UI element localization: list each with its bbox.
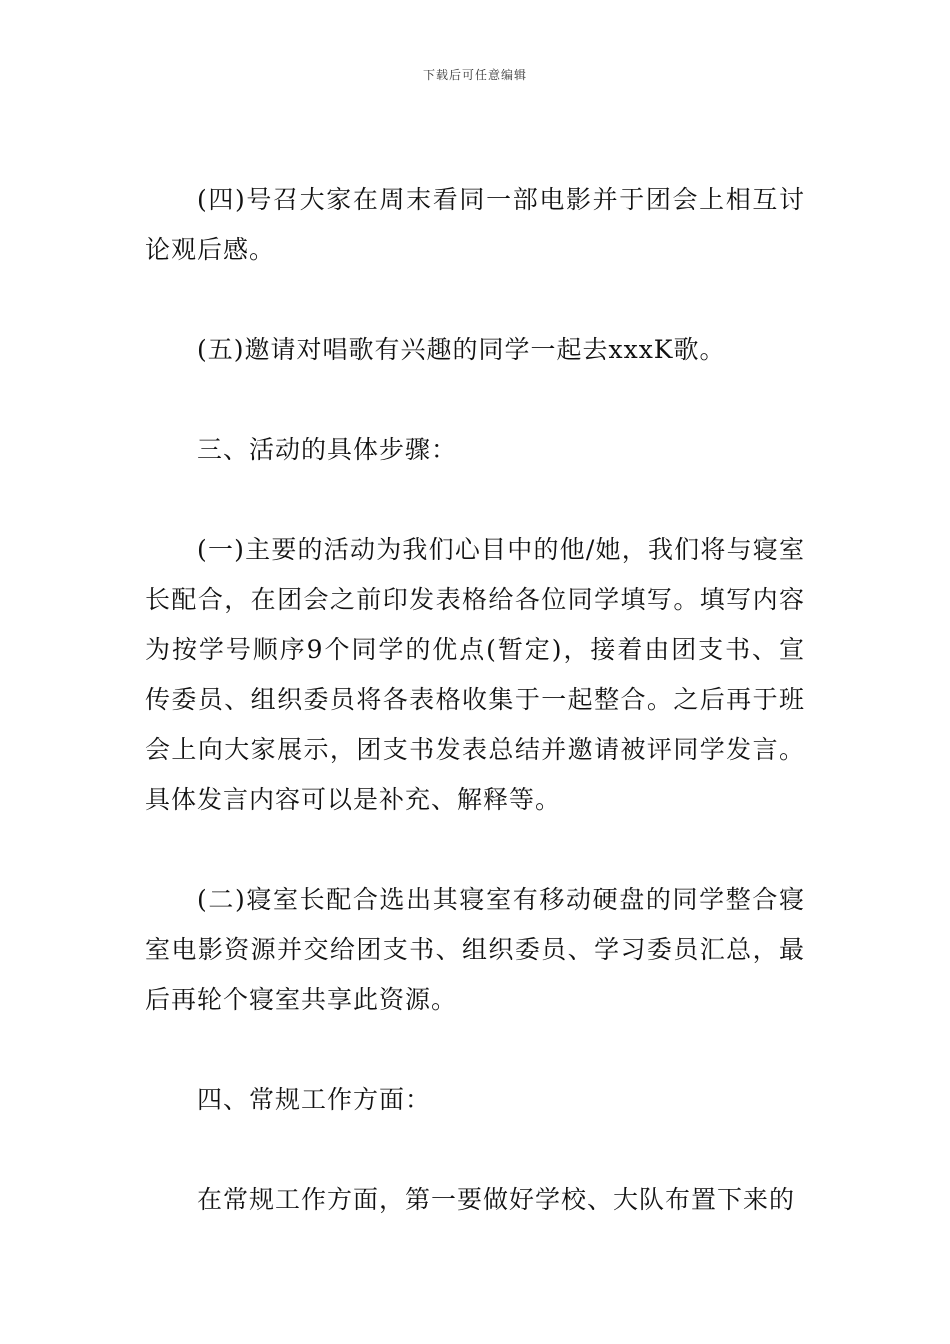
page-header: 下载后可任意编辑 — [422, 68, 527, 82]
document-body — [145, 175, 805, 1225]
paragraph-item-4-discussion: (四)号召大家在周末看同一部电影并于团会上相互讨论观后感。 — [145, 185, 805, 264]
paragraph-item-5-karaoke: (五)邀请对唱歌有兴趣的同学一起去xxxK歌。 — [197, 335, 726, 364]
section-heading-routine-work: 四、常规工作方面： — [197, 1085, 432, 1114]
paragraph-step-1: (一)主要的活动为我们心目中的他/她，我们将与寝室长配合，在团会之前印发表格给各位同学填写。填写内容为按学号顺序9个同学的优点(暂定)，接着由团支书、宣传委员、组织委员将各表格收集于一起整合。之后再于班会上向大家展示，团支书发表总结并邀请被评同学发言。具体发言内容可以是补充、解释等。 — [145, 535, 805, 814]
section-heading-activity-steps: 三、活动的具体步骤： — [197, 435, 458, 464]
paragraph-step-2: (二)寝室长配合选出其寝室有移动硬盘的同学整合寝室电影资源并交给团支书、组织委员、学习委员汇总，最后再轮个寝室共享此资源。 — [145, 885, 805, 1014]
paragraph-routine-work: 在常规工作方面，第一要做好学校、大队布置下来的 — [197, 1185, 796, 1214]
